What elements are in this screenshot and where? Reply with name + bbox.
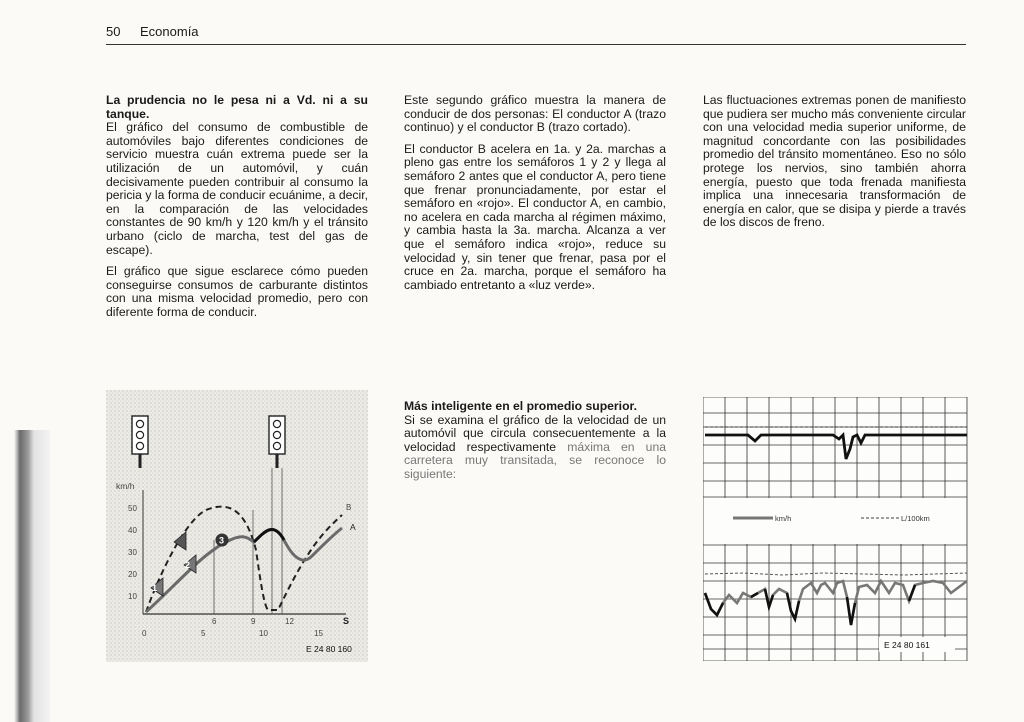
x-tick-0: 0: [142, 629, 147, 638]
page-binding-edge: [0, 430, 50, 722]
paragraph-velocidad-main: Si se examina el gráfico de la velocidad de un automóvil que circula consecuentemente a la velocidad respectivamente: [404, 412, 666, 454]
page-number: 50: [106, 24, 121, 39]
legend-kmh-label: km/h: [775, 514, 792, 523]
y-tick-50: 50: [128, 504, 137, 513]
gear-1-label: 1: [152, 583, 158, 593]
figure-driving-styles: [106, 390, 368, 662]
x-mark-6: 6: [212, 617, 217, 626]
paragraph-fluctuaciones: Las fluctuaciones extremas ponen de manifiesto que pudiera ser mucho más conveniente circular con una velocidad media superior uniforme, de magnitud concordante con las posibilidades promedio del tránsito momentáneo. Eso no sólo protege los nervios, sino también ahorra energía, puesto que toda frenada manifiesta implica una innecesaria transformación de energía en calor, que se disipa y pierde a través de los discos de freno.: [703, 93, 966, 230]
paragraph-velocidad-faded: máxima en una carretera muy transitada, se reconoce lo siguiente:: [404, 439, 666, 481]
paragraph-velocidad: [404, 414, 666, 482]
legend-l100-label: L/100km: [901, 514, 930, 523]
y-tick-40: 40: [128, 526, 137, 535]
paragraph-conductores: Este segundo gráfico muestra la manera de conducir de dos personas: El conductor A (trazo continuo) y el conductor B (trazo cortado).: [404, 93, 666, 135]
x-tick-5: 5: [201, 629, 206, 638]
curve-label-a: A: [350, 522, 356, 532]
gear-3-marker: [216, 534, 229, 547]
figure-fluctuations-svg: [703, 397, 968, 661]
figure-driving-styles-svg: [106, 390, 368, 662]
x-mark-9: 9: [251, 617, 256, 626]
paragraph-consumo: El gráfico del consumo de combustible de automóviles bajo diferentes condiciones de servicio muestra cuán extrema puede ser la utilización de un automóvil, y cuán decisivamente pueden contribuir al consumo la pericia y la forma de conducir ecuánime, a decir, en la comparación de las velocidades constantes de 90 km/h y 120 km/h y el tránsito urbano (ciclo de marcha, test del gas de escape).: [106, 120, 368, 257]
figure2-code: E 24 80 161: [884, 640, 930, 650]
page-header: [106, 22, 966, 45]
column-2: [404, 94, 666, 300]
y-axis-label: km/h: [116, 481, 135, 491]
x-unit: S: [343, 616, 350, 626]
column-1: [106, 94, 368, 328]
figure-fluctuations: [703, 397, 968, 661]
gear-3-label: 3: [219, 535, 225, 546]
y-tick-10: 10: [128, 592, 137, 601]
section-title: Economía: [140, 24, 199, 39]
column-3: [703, 94, 966, 238]
heading-promedio-superior: Más inteligente en el promedio superior.: [404, 399, 637, 413]
curve-label-b: B: [346, 503, 352, 512]
x-tick-10: 10: [259, 629, 268, 638]
figure1-code: E 24 80 160: [306, 644, 352, 654]
paragraph-grafico: El gráfico que sigue esclarece cómo pueden conseguirse consumos de carburante distintos con una misma velocidad promedio, pero con diferente forma de conducir.: [106, 264, 368, 319]
x-mark-12: 12: [285, 617, 294, 626]
y-tick-30: 30: [128, 548, 137, 557]
heading-prudencia: La prudencia no le pesa ni a Vd. ni a su tanque.: [106, 93, 368, 121]
gear-2-label: 2: [185, 560, 191, 570]
y-tick-20: 20: [128, 570, 137, 579]
paragraph-conductor-b: El conductor B acelera en 1a. y 2a. marchas a pleno gas entre los semáforos 1 y 2 y llega al semáforo 2 antes que el conductor A, pero tiene que frenar pronunciadamente, por estar el semáforo en «rojo». El conductor A, en cambio, no acelera en cada marcha al régimen máximo, y cambia hasta la 3a. marcha. Alcanza a ver que el semáforo indica «rojo», reduce su velocidad y, sin tener que frenar, pasa por el cruce en 2a. marcha, porque el semáforo ha cambiado entretanto a «luz verde».: [404, 141, 666, 292]
column-2-lower: [404, 400, 666, 490]
x-tick-15: 15: [314, 629, 323, 638]
